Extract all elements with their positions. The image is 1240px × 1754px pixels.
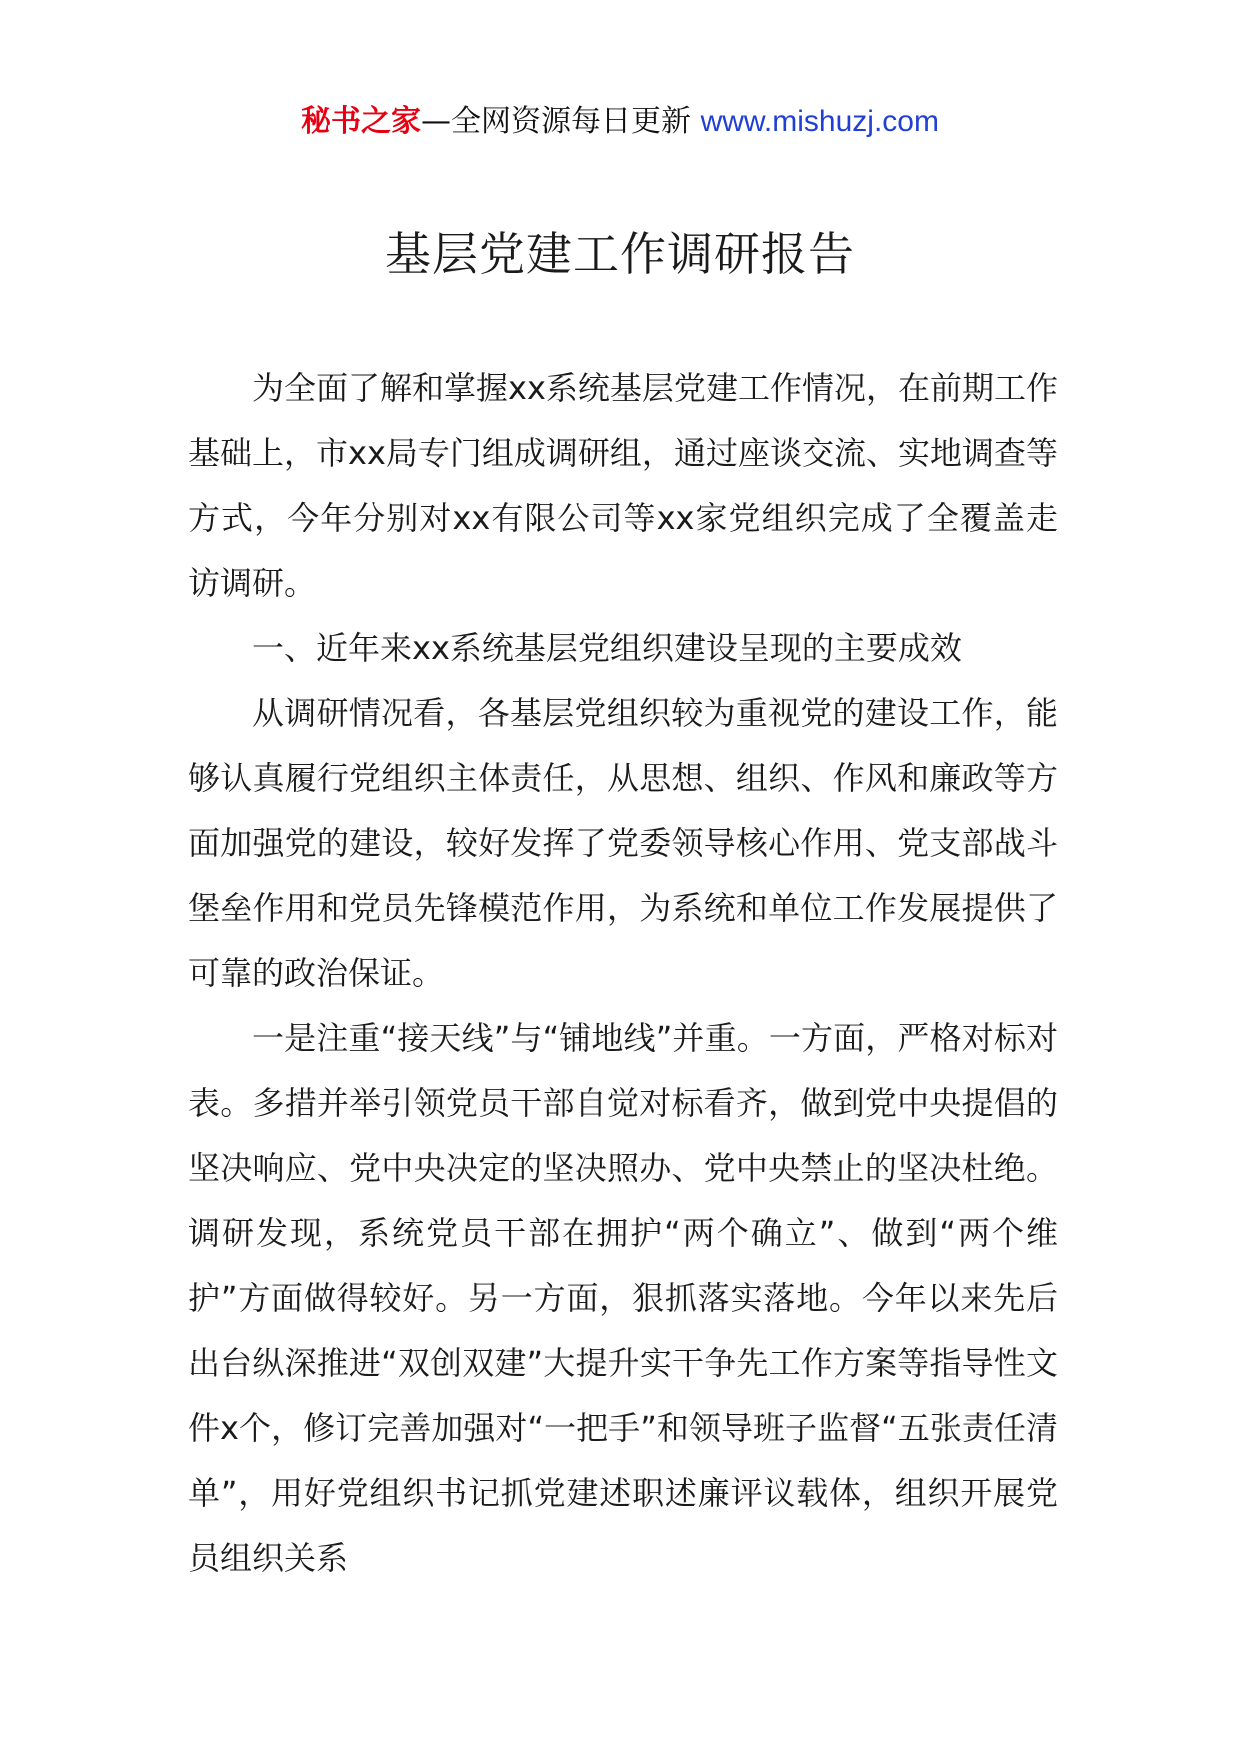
document-body [188,356,1058,1591]
site-header [0,100,1240,144]
header-slogan: —全网资源每日更新 [421,104,701,139]
paragraph-overview: 从调研情况看，各基层党组织较为重视党的建设工作，能够认真履行党组织主体责任，从思想、组织、作风和廉政等方面加强党的建设，较好发挥了党委领导核心作用、党支部战斗堡垒作用和党员先锋模范作用，为系统和单位工作发展提供了可靠的政治保证。 [188,694,1058,992]
document-title: 基层党建工作调研报告 [385,227,855,281]
paragraph-point-1: 一是注重“接天线”与“铺地线”并重。一方面，严格对标对表。多措并举引领党员干部自觉对标看齐，做到党中央提倡的坚决响应、党中央决定的坚决照办、党中央禁止的坚决杜绝。调研发现，系统党员干部在拥护“两个确立”、做到“两个维护”方面做得较好。另一方面，狠抓落实落地。今年以来先后出台纵深推进“双创双建”大提升实干争先工作方案等指导性文件x个，修订完善加强对“一把手”和领导班子监督“五张责任清单”，用好党组织书记抓党建述职述廉评议载体，组织开展党员组织关系 [188,1019,1058,1577]
brand-name: 秘书之家 [301,104,422,139]
site-url-link[interactable]: www.mishuzj.com [700,105,939,138]
section-heading-1: 一、近年来xx系统基层党组织建设呈现的主要成效 [252,629,962,667]
paragraph-intro: 为全面了解和掌握xx系统基层党建工作情况，在前期工作基础上，市xx局专门组成调研组，通过座谈交流、实地调查等方式，今年分别对xx有限公司等xx家党组织完成了全覆盖走访调研。 [188,369,1058,602]
